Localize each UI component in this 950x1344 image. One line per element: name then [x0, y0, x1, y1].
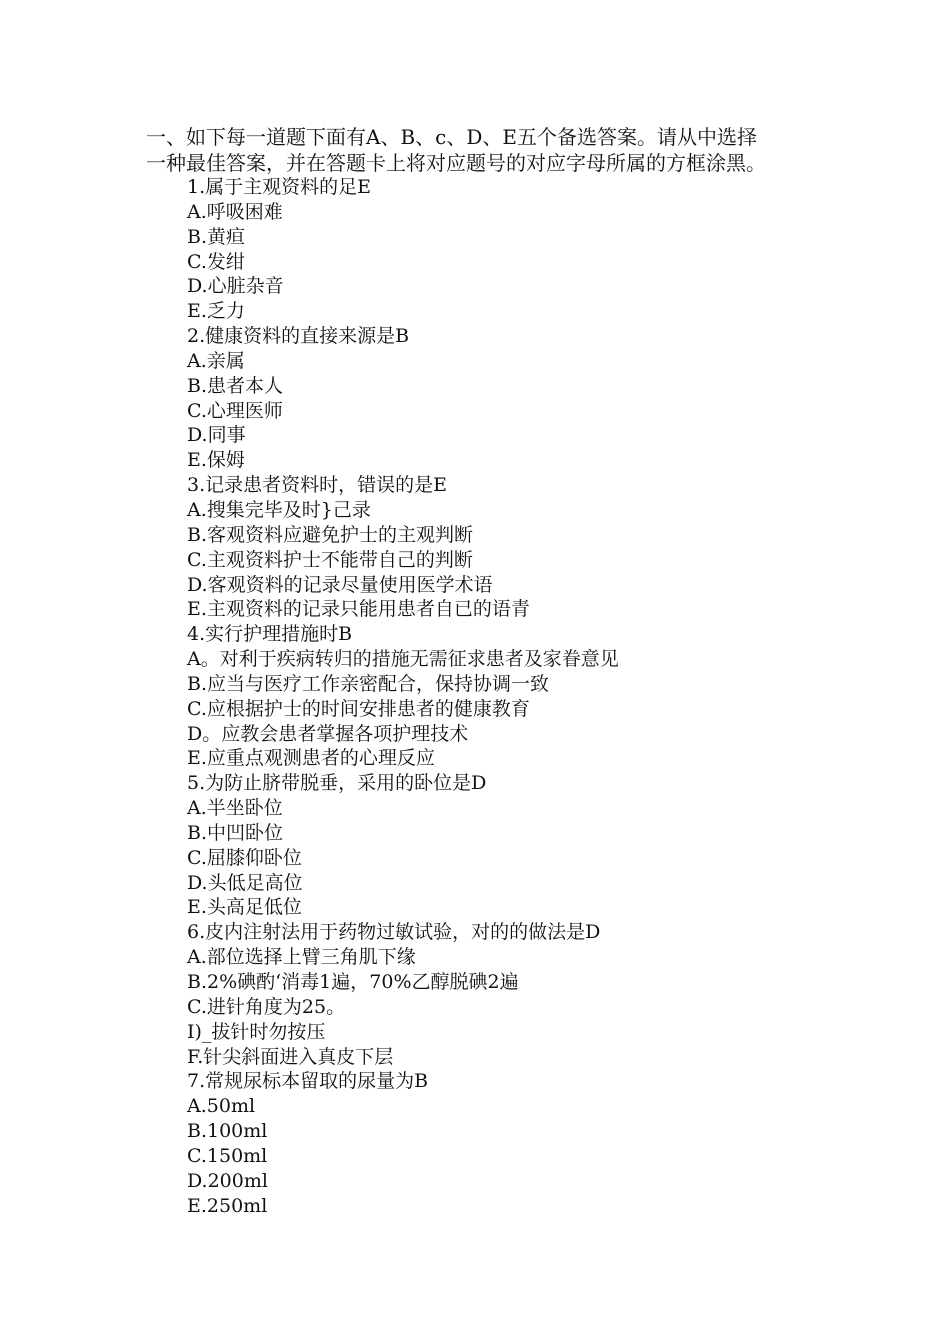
answer-option: E.头高足低位 [187, 896, 302, 919]
answer-option: B.2%碘酌‘消毒1遍，70%乙醇脱碘2遍 [187, 971, 519, 993]
answer-option: C.屈膝仰卧位 [187, 846, 302, 869]
answer-option: C.进针角度为25。 [187, 995, 346, 1018]
answer-option: C.150ml [187, 1144, 268, 1167]
question-text: 4.实行护理措施时B [187, 623, 353, 646]
answer-option: A.呼吸困难 [187, 200, 283, 223]
answer-option: C.主观资料护士不能带自己的判断 [187, 548, 473, 571]
answer-option: D。应教会患者掌握各项护理技术 [187, 722, 469, 745]
instruction-line-1: 一、如下每一道题下面有A、B、c、D、E五个备选答案。请从中选择 [146, 125, 757, 149]
question-text: 5.为防止脐带脱垂，采用的卧位是D [187, 772, 487, 795]
answer-option: E.保姆 [187, 449, 245, 472]
section-instructions [146, 124, 846, 176]
answer-option: B.黄疸 [187, 225, 246, 248]
answer-option: D.心脏杂音 [187, 275, 284, 298]
answer-option: A.亲属 [187, 349, 245, 372]
answer-option: C.应根据护士的时间安排患者的健康教育 [187, 697, 530, 720]
question-list [187, 175, 619, 1218]
answer-option: I)_拔针时勿按压 [187, 1020, 326, 1043]
answer-option: D.200ml [187, 1169, 268, 1192]
answer-option: B.患者本人 [187, 374, 284, 397]
answer-option: A.半坐卧位 [187, 797, 283, 820]
answer-option: F.针尖斜面进入真皮下层 [187, 1045, 394, 1068]
answer-option: B.客观资料应避免护士的主观判断 [187, 523, 474, 546]
question-text: 3.记录患者资料时，错误的是E [187, 474, 447, 497]
question-text: 1.属于主观资料的足E [187, 176, 371, 198]
answer-option: A.部位选择上臂三角肌下缘 [187, 946, 416, 969]
answer-option: B.应当与医疗工作亲密配合，保持协调一致 [187, 672, 550, 695]
answer-option: D.头低足高位 [187, 871, 303, 894]
answer-option: B.100ml [187, 1120, 268, 1143]
question-text: 7.常规尿标本留取的尿量为B [187, 1070, 429, 1093]
answer-option: A.50ml [187, 1095, 256, 1118]
answer-option: E.乏力 [187, 300, 245, 323]
answer-option: C.发绀 [187, 250, 245, 273]
answer-option: E.250ml [187, 1194, 268, 1217]
answer-option: A。对利于疾病转归的措施无需征求患者及家眷意见 [187, 648, 619, 671]
answer-option: C.心理医师 [187, 399, 283, 422]
question-text: 6.皮内注射法用于药物过敏试验，对的的做法是D [187, 921, 601, 944]
answer-option: D.同事 [187, 424, 246, 447]
answer-option: D.客观资料的记录尽量使用医学术语 [187, 573, 493, 596]
answer-option: B.中凹卧位 [187, 821, 284, 844]
question-text: 2.健康资料的直接来源是B [187, 325, 410, 348]
answer-option: E.应重点观测患者的心理反应 [187, 747, 435, 770]
answer-option: E.主观资料的记录只能用患者自已的语青 [187, 598, 530, 621]
instruction-line-2: 一种最佳答案，并在答题卡上将对应题号的对应字母所属的方框涂黑。 [146, 151, 766, 175]
answer-option: A.搜集完毕及时}己录 [187, 498, 371, 521]
